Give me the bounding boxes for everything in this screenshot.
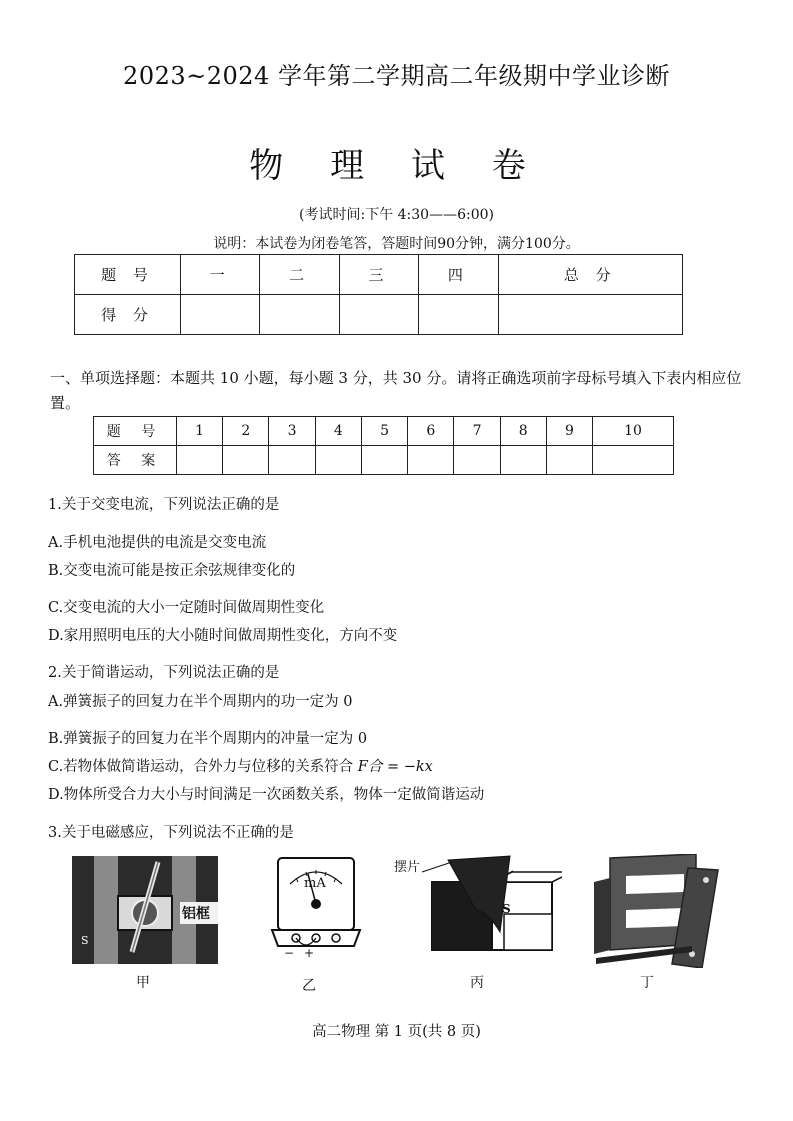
subject-title: 物 理 试 卷 [249,146,544,186]
answer-table-row-number [94,417,674,446]
answer-cell[interactable] [315,446,361,475]
answer-table [93,416,674,475]
answer-cell[interactable] [223,446,269,475]
answer-cell[interactable] [269,446,315,475]
question-option: A.弹簧振子的回复力在半个周期内的功一定为 0 [48,694,353,710]
answer-cell[interactable] [500,446,546,475]
score-table-row-number [75,255,683,295]
question-stem: 3.关于电磁感应，下列说法不正确的是 [48,825,294,841]
score-table-header: 得 分 [75,295,181,335]
question-option: A.手机电池提供的电流是交变电流 [48,535,267,551]
score-col-1: 一 [181,255,260,295]
question-option: D.物体所受合力大小与时间满足一次函数关系，物体一定做简谐运动 [48,787,485,803]
figure-bing [392,852,562,958]
question-stem: 1.关于交变电流，下列说法正确的是 [48,497,280,513]
score-cell[interactable] [498,295,682,335]
score-table [74,254,683,335]
answer-cell[interactable] [361,446,407,475]
figure-jia [72,856,218,964]
plate-label: 摆片 [394,860,421,875]
frame-label: 铝框 [182,906,210,922]
answer-number: 1 [177,417,223,446]
answer-number: 8 [500,417,546,446]
question-stem: 2.关于简谐运动，下列说法正确的是 [48,665,280,681]
answer-table-header: 题 号 [94,417,177,446]
question-option: B.交变电流可能是按正余弦规律变化的 [48,563,296,579]
figure-label: 乙 [302,978,316,994]
question-option: B.弹簧振子的回复力在半个周期内的冲量一定为 0 [48,731,368,747]
answer-number: 5 [361,417,407,446]
question-option: C.交变电流的大小一定随时间做周期性变化 [48,600,325,616]
figure-label: 丙 [470,975,484,991]
score-table-row-score [75,295,683,335]
figure-ding [592,854,722,968]
answer-number: 2 [223,417,269,446]
answer-number: 3 [269,417,315,446]
score-cell[interactable] [260,295,339,335]
answer-number: 4 [315,417,361,446]
iron-core-image [592,854,722,968]
figure-label: 甲 [136,975,150,991]
pole-label: S [81,934,89,947]
question-option: D.家用照明电压的大小随时间做周期性变化，方向不变 [48,628,398,644]
answer-cell[interactable] [177,446,223,475]
answer-cell[interactable] [454,446,500,475]
pole-label: S [502,902,511,916]
answer-cell[interactable] [546,446,592,475]
score-col-total: 总 分 [498,255,682,295]
figure-label: 丁 [640,975,654,991]
plus-terminal: + [304,946,315,960]
score-cell[interactable] [181,295,260,335]
meter-unit: mA [304,876,326,891]
answer-cell[interactable] [593,446,674,475]
score-cell[interactable] [339,295,418,335]
exam-time: (考试时间:下午 4:30——6:00) [299,207,494,223]
answer-cell[interactable] [408,446,454,475]
answer-number: 10 [593,417,674,446]
score-col-4: 四 [419,255,498,295]
answer-number: 9 [546,417,592,446]
restoring-force-formula: F合 = −kx [357,759,433,775]
score-col-3: 三 [339,255,418,295]
answer-table-header: 答 案 [94,446,177,475]
answer-number: 6 [408,417,454,446]
milliammeter-image [268,854,364,960]
figure-yi [268,854,364,960]
minus-terminal: − [284,946,295,960]
answer-table-row-answer [94,446,674,475]
score-cell[interactable] [419,295,498,335]
exam-header-title: 2023~2024 学年第二学期高二年级期中学业诊断 [123,62,670,90]
section-heading: 一、单项选择题：本题共 10 小题，每小题 3 分，共 30 分。请将正确选项前字母标号填入下表内相应位置。 [50,369,742,412]
score-table-header: 题 号 [75,255,181,295]
page-footer: 高二物理 第 1 页(共 8 页) [312,1024,481,1040]
answer-number: 7 [454,417,500,446]
option-text: C.若物体做简谐运动，合外力与位移的关系符合 [48,759,354,775]
question-option [48,757,433,777]
score-col-2: 二 [260,255,339,295]
exam-note: 说明：本试卷为闭卷笔答，答题时间90分钟，满分100分。 [213,236,580,252]
